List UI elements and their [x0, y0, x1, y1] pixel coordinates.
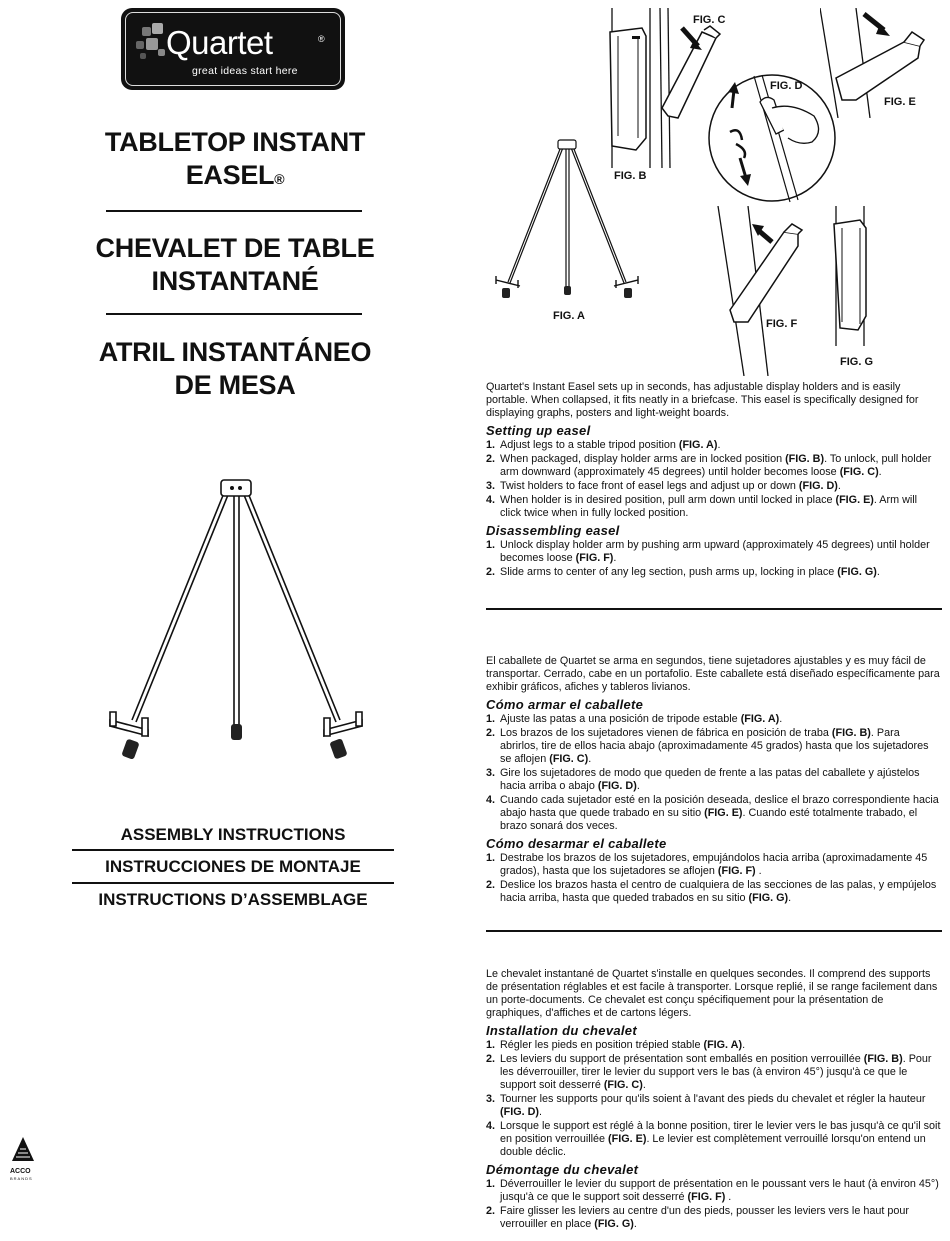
list-item: 2. Les leviers du support de présentation sont emballés en position verrouillée (FIG. B). Pour les déverrouiller, tirer le levier du support vers le bas (à environ 45°) jusqu'à ce que le support soit desserré (FIG. C).	[486, 1053, 932, 1091]
fig-c-label: FIG. C	[693, 14, 726, 26]
fig-f-illustration	[716, 206, 816, 376]
english-setup-heading: Setting up easel	[486, 423, 591, 438]
french-disassembly-list	[486, 1178, 941, 1231]
assembly-divider	[72, 882, 394, 884]
acco-logo-mark	[10, 1135, 36, 1163]
acco-logo	[10, 1135, 36, 1179]
list-item: 3. Gire los sujetadores de modo que queden de frente a las patas del caballete y ajústelos hacia arriba o abajo (FIG. D).	[486, 767, 920, 792]
list-item: 3. Twist holders to face front of easel legs and adjust up or down (FIG. D).	[486, 480, 841, 492]
fig-f-label: FIG. F	[766, 318, 798, 330]
english-intro: Quartet's Instant Easel sets up in seconds, has adjustable display holders and is easily portable. When collapsed, it fits neatly in a briefcase. This easel is specifically designed for displaying graphs, posters and light-weight boards.	[486, 381, 919, 419]
spanish-disassembly-list	[486, 852, 941, 905]
spanish-disassembly-heading: Cómo desarmar el caballete	[486, 836, 667, 851]
assembly-heading-french: INSTRUCTIONS D’ASSEMBLAGE	[98, 890, 368, 909]
english-setup-list	[486, 439, 941, 520]
list-item: 1. Régler les pieds en position trépied stable (FIG. A).	[486, 1039, 746, 1051]
title-spanish: ATRIL INSTANTÁNEO DE MESA	[98, 337, 372, 400]
fig-g-label: FIG. G	[840, 356, 873, 368]
list-item: 1. Unlock display holder arm by pushing arm upward (approximately 45 degrees) until holder becomes loose (FIG. F).	[486, 539, 930, 564]
acco-name: ACCO	[10, 1168, 31, 1175]
acco-sub: BRANDS	[10, 1176, 33, 1181]
title-english: TABLETOP INSTANT EASEL®	[104, 127, 366, 190]
section-divider	[486, 930, 942, 932]
title-divider	[106, 210, 362, 212]
list-item: 2. Deslice los brazos hasta el centro de cualquiera de las secciones de las palas, y empújelos hacia arriba, hasta que queded trabados en su sitio (FIG. G).	[486, 879, 937, 904]
fig-e-label: FIG. E	[884, 96, 916, 108]
french-disassembly-heading: Démontage du chevalet	[486, 1162, 639, 1177]
fig-b-label: FIG. B	[614, 170, 647, 182]
english-section	[486, 381, 941, 580]
title-french: CHEVALET DE TABLE INSTANTANÉ	[95, 233, 375, 296]
list-item: 3. Tourner les supports pour qu'ils soient à l'avant des pieds du chevalet et régler la hauteur (FIG. D).	[486, 1093, 926, 1118]
fig-d-label: FIG. D	[770, 80, 803, 92]
french-setup-list	[486, 1039, 941, 1159]
spanish-section	[486, 655, 941, 906]
logo-wordmark: Quartet	[166, 24, 273, 61]
spanish-setup-list	[486, 713, 941, 833]
english-disassembly-heading: Disassembling easel	[486, 523, 620, 538]
list-item: 4. When holder is in desired position, pull arm down until locked in place (FIG. E). Arm will click twice when in fully locked position.	[486, 494, 918, 519]
logo-tagline: great ideas start here	[192, 65, 298, 77]
spanish-intro: El caballete de Quartet se arma en segundos, tiene sujetadores ajustables y es muy fácil de transportar. Cerrado, cabe en un portafolio. Este caballete está diseñado específicamente para exhibir gráficos, afiches y tableros livianos.	[486, 655, 940, 693]
french-intro: Le chevalet instantané de Quartet s'installe en quelques secondes. Il comprend des supports de présentation réglables et est facile à transporter. Lorsque replié, il se range facilement dans un porte-documents. Ce chevalet est conçu spécifiquement pour la présentation de graphiques, d'affiches et de cartons légers.	[486, 968, 938, 1019]
list-item: 4. Cuando cada sujetador esté en la posición deseada, deslice el brazo correspondiente hacia abajo hasta que quede trabado en su sitio (FIG. E). Cuando esté totalmente trabado, el brazo sonará dos veces.	[486, 794, 939, 832]
title-divider	[106, 313, 362, 315]
assembly-heading-spanish: INSTRUCCIONES DE MONTAJE	[105, 857, 361, 876]
french-setup-heading: Installation du chevalet	[486, 1023, 637, 1038]
list-item: 2. Los brazos de los sujetadores vienen de fábrica en posición de traba (FIG. B). Para abrirlos, tire de ellos hacia abajo (aproximadamente 45 grados) hasta que los sujetadores se aflojen (FIG. C).	[486, 727, 929, 765]
easel-illustration	[108, 474, 368, 770]
assembly-heading-english: ASSEMBLY INSTRUCTIONS	[120, 825, 346, 844]
list-item: 1. Ajuste las patas a una posición de tripode estable (FIG. A).	[486, 713, 783, 725]
fig-a-label: FIG. A	[553, 310, 585, 322]
french-section	[486, 968, 941, 1232]
spanish-setup-heading: Cómo armar el caballete	[486, 697, 644, 712]
list-item: 1. Adjust legs to a stable tripod position (FIG. A).	[486, 439, 721, 451]
assembly-divider	[72, 849, 394, 851]
english-disassembly-list	[486, 539, 941, 579]
list-item: 1. Déverrouiller le levier du support de présentation en le poussant vers le haut (à environ 45°) jusqu'à ce que le support soit desserré (FIG. F) .	[486, 1178, 939, 1203]
list-item: 2. Faire glisser les leviers au centre d'un des pieds, pousser les leviers vers le haut pour verrouiller en place (FIG. G).	[486, 1205, 909, 1230]
list-item: 1. Destrabe los brazos de los sujetadores, empujándolos hacia arriba (aproximadamente 45 grados), hasta que los sujetadores se aflojen (FIG. F) .	[486, 852, 928, 877]
fig-g-illustration	[820, 206, 890, 356]
list-item: 2. When packaged, display holder arms are in locked position (FIG. B). To unlock, pull holder arm downward (approximately 45 degrees) until holder becomes loose (FIG. C).	[486, 453, 932, 478]
quartet-logo	[122, 9, 344, 89]
logo-registered-mark: ®	[318, 34, 325, 44]
fig-e-illustration	[820, 8, 940, 118]
section-divider	[486, 608, 942, 610]
list-item: 2. Slide arms to center of any leg section, push arms up, locking in place (FIG. G).	[486, 566, 880, 578]
list-item: 4. Lorsque le support est réglé à la bonne position, tirer le levier vers le bas jusqu'à ce qu'il soit en position verrouillée (FIG. E). Le levier est complètement verrouillé lorsqu'on entend un double déclic.	[486, 1120, 941, 1158]
